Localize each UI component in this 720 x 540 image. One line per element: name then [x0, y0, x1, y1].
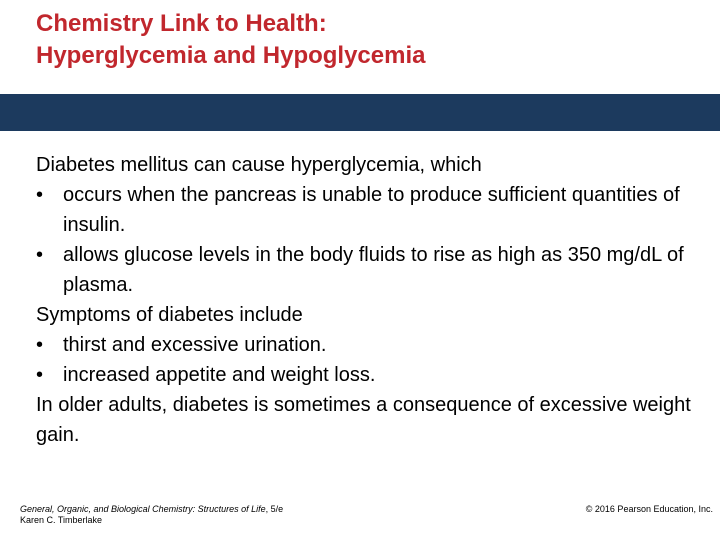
- bullet-icon: •: [36, 364, 44, 386]
- bullet-icon: •: [36, 334, 44, 356]
- title-line-2: Hyperglycemia and Hypoglycemia: [36, 42, 426, 69]
- paragraph-older-adults: In older adults, diabetes is sometimes a consequence of excessive weight gain.: [36, 394, 691, 446]
- footer-copyright: © 2016 Pearson Education, Inc.: [585, 504, 713, 514]
- bullet-icon: •: [36, 184, 44, 206]
- footer-book-title: General, Organic, and Biological Chemistry: Structures of Life: [20, 504, 266, 514]
- bullet-text: occurs when the pancreas is unable to produce sufficient quantities of insulin.: [63, 184, 680, 236]
- bullet-text: increased appetite and weight loss.: [63, 364, 376, 386]
- slide-title: [36, 8, 696, 72]
- bullet-text: allows glucose levels in the body fluids to rise as high as 350 mg/dL of plasma.: [63, 244, 684, 296]
- title-divider-band: [0, 94, 720, 131]
- footer-citation: [20, 504, 283, 526]
- bullet-item: [36, 180, 696, 240]
- bullet-item: [36, 360, 696, 390]
- paragraph-symptoms: Symptoms of diabetes include: [36, 304, 303, 326]
- bullet-icon: •: [36, 244, 44, 266]
- paragraph-hyperglycemia: Diabetes mellitus can cause hyperglycemia, which: [36, 154, 482, 176]
- footer-book-line: [20, 504, 283, 515]
- bullet-text: thirst and excessive urination.: [63, 334, 327, 356]
- bullet-item: [36, 330, 696, 360]
- slide-body: [36, 150, 696, 450]
- footer-author: Karen C. Timberlake: [20, 515, 103, 525]
- footer-edition: , 5/e: [265, 504, 284, 514]
- title-line-1: Chemistry Link to Health:: [36, 10, 327, 37]
- bullet-item: [36, 240, 696, 300]
